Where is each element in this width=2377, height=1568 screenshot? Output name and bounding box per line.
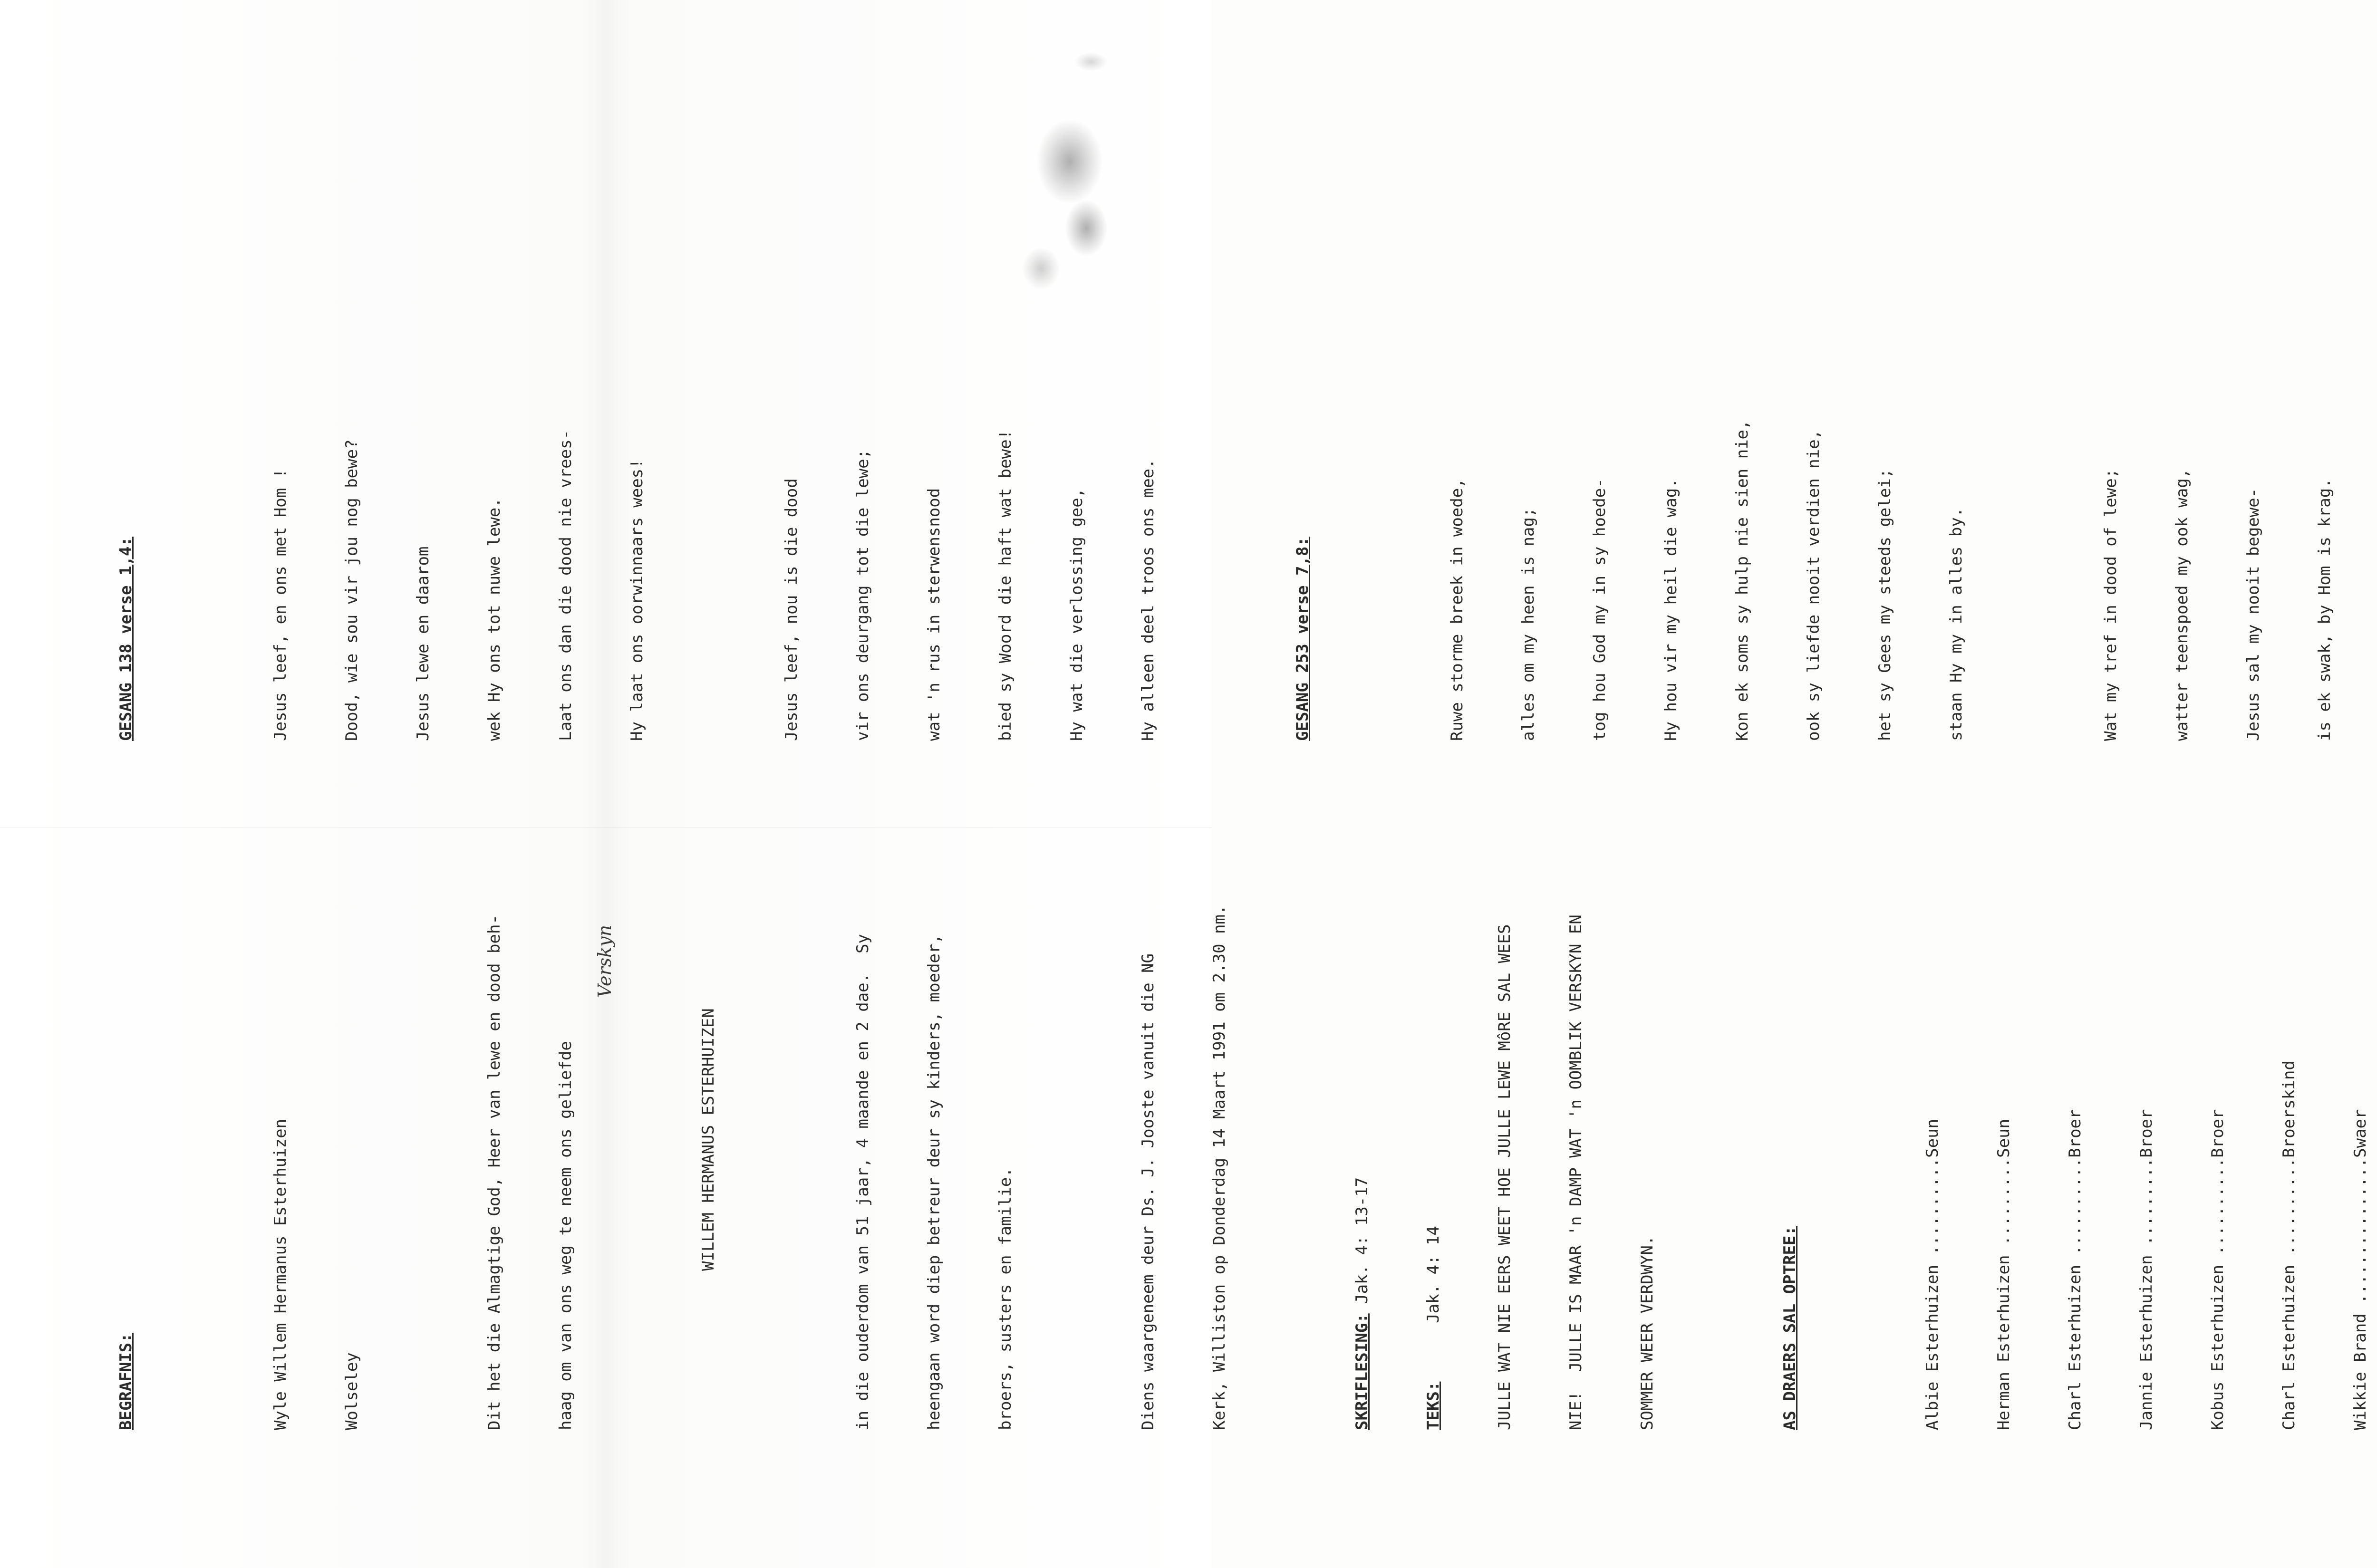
scripture-quote-1: JULLE WAT NIE EERS WEET HOE JULLE LEWE MôRE SAL WEES xyxy=(1495,924,1514,1430)
hymn-line: vir ons deurgang tot die lewe; xyxy=(853,449,872,741)
hymn-line: tog hou God my in sy hoede- xyxy=(1590,478,1609,741)
handwritten-correction: Verskyn xyxy=(594,924,615,998)
hymn-line: alles om my heen is nag; xyxy=(1519,507,1538,741)
bearer-row: Charl Esterhuizen ..........Broer xyxy=(2066,1109,2085,1430)
text-label: TEKS: xyxy=(1424,1381,1443,1430)
hymn-line: Kon ek soms sy hulp nie sien nie, xyxy=(1733,420,1752,741)
scan-smudge xyxy=(1074,52,1108,71)
service-text-1: Diens waargeneem deur Ds. J. Jooste vanuit die NG xyxy=(1139,953,1158,1430)
scan-smudge xyxy=(1065,200,1108,257)
hymn-line: Jesus sal my nooit begewe- xyxy=(2244,488,2263,741)
scripture-quote-3: SOMMER WEER VERDWYN. xyxy=(1638,1235,1657,1430)
hymn-line: Ruwe storme breek in woede, xyxy=(1448,478,1467,741)
hymn-line: het sy Gees my steeds gelei; xyxy=(1875,468,1894,741)
hymn-138-heading: GESANG 138 verse 1,4: xyxy=(116,537,135,741)
bearers-heading: AS DRAERS SAL OPTREE: xyxy=(1780,1226,1799,1430)
scan-smudge xyxy=(1022,247,1060,290)
bearer-row: Kobus Esterhuizen ..........Broer xyxy=(2208,1109,2227,1430)
bearer-row: Charl Esterhuizen ..........Broerskind xyxy=(2280,1060,2299,1430)
hymn-line: wek Hy ons tot nuwe lewe. xyxy=(485,498,504,741)
hymn-line: Hy wat die verlossing gee, xyxy=(1067,488,1086,741)
hymns-column xyxy=(67,28,2377,741)
bearer-row: Herman Esterhuizen .........Seun xyxy=(1994,1118,2013,1430)
hymn-line: Dood, wie sou vir jou nog bewe? xyxy=(342,439,361,741)
hymn-line: Laat ons dan die dood nie vrees- xyxy=(556,429,575,741)
bearer-row: Wikkie Brand ...............Swaer xyxy=(2351,1109,2370,1430)
hymn-line: Wat my tref in dood of lewe; xyxy=(2101,468,2120,741)
funeral-heading: BEGRAFNIS: xyxy=(116,1333,135,1430)
text-reference xyxy=(1421,717,1445,1430)
funeral-details-column xyxy=(67,717,2377,1430)
scan-smudge xyxy=(1036,119,1103,204)
intro-text-1: Dit het die Almagtige God, Heer van lewe en dood beh- xyxy=(485,914,504,1430)
hymn-line: Hy alleen deel troos ons mee. xyxy=(1139,459,1158,741)
deceased-town: Wolseley xyxy=(342,1352,361,1430)
hymn-line: Jesus leef, nou is die dood xyxy=(782,478,801,741)
hymn-253-heading: GESANG 253 verse 7,8: xyxy=(1293,537,1312,741)
hymn-line: ook sy liefde nooit verdien nie, xyxy=(1804,429,1823,741)
scripture-reading xyxy=(1350,717,1374,1430)
scripture-value: Jak. 4: 13-17 xyxy=(1353,1177,1372,1314)
text-value: Jak. 4: 14 xyxy=(1424,1226,1443,1382)
hymn-line: Hy laat ons oorwinnaars wees! xyxy=(628,459,647,741)
bearer-row: Albie Esterhuizen ..........Seun xyxy=(1923,1118,1942,1430)
bio-text-1: in die ouderdom van 51 jaar, 4 maande en 2 dae. Sy xyxy=(853,934,872,1430)
bio-text-3: broers, susters en familie. xyxy=(996,1167,1015,1430)
hymn-line: is ek swak, by Hom is krag. xyxy=(2315,478,2334,741)
deceased-name-centered: WILLEM HERMANUS ESTERHUIZEN xyxy=(699,1008,718,1271)
hymn-line: bied sy Woord die haft wat bewe! xyxy=(996,429,1015,741)
hymn-line: Jesus leef, en ons met Hom ! xyxy=(271,468,290,741)
scripture-label: SKRIFLESING: xyxy=(1353,1313,1372,1430)
hymn-line: watter teenspoed my ook wag, xyxy=(2173,468,2192,741)
hymn-line: Jesus lewe en daarom xyxy=(414,546,433,741)
bio-text-2: heengaan word diep betreur deur sy kinders, moeder, xyxy=(925,934,944,1430)
hymn-line: wat 'n rus in sterwensnood xyxy=(925,488,944,741)
hymn-line: staan Hy my in alles by. xyxy=(1947,507,1966,741)
bearer-row: Jannie Esterhuizen .........Broer xyxy=(2137,1109,2156,1430)
intro-text-2: haag om van ons weg te neem ons geliefde xyxy=(556,1041,575,1430)
service-text-2: Kerk, Williston op Donderdag 14 Maart 1991 om 2.30 nm. xyxy=(1210,904,1229,1430)
scripture-quote-2: NIE! JULLE IS MAAR 'n DAMP WAT 'n OOMBLIK VERSKYN EN xyxy=(1566,914,1585,1430)
deceased-name: Wyle Willem Hermanus Esterhuizen xyxy=(271,1118,290,1430)
hymn-line: Hy hou vir my heil die wag. xyxy=(1662,478,1681,741)
